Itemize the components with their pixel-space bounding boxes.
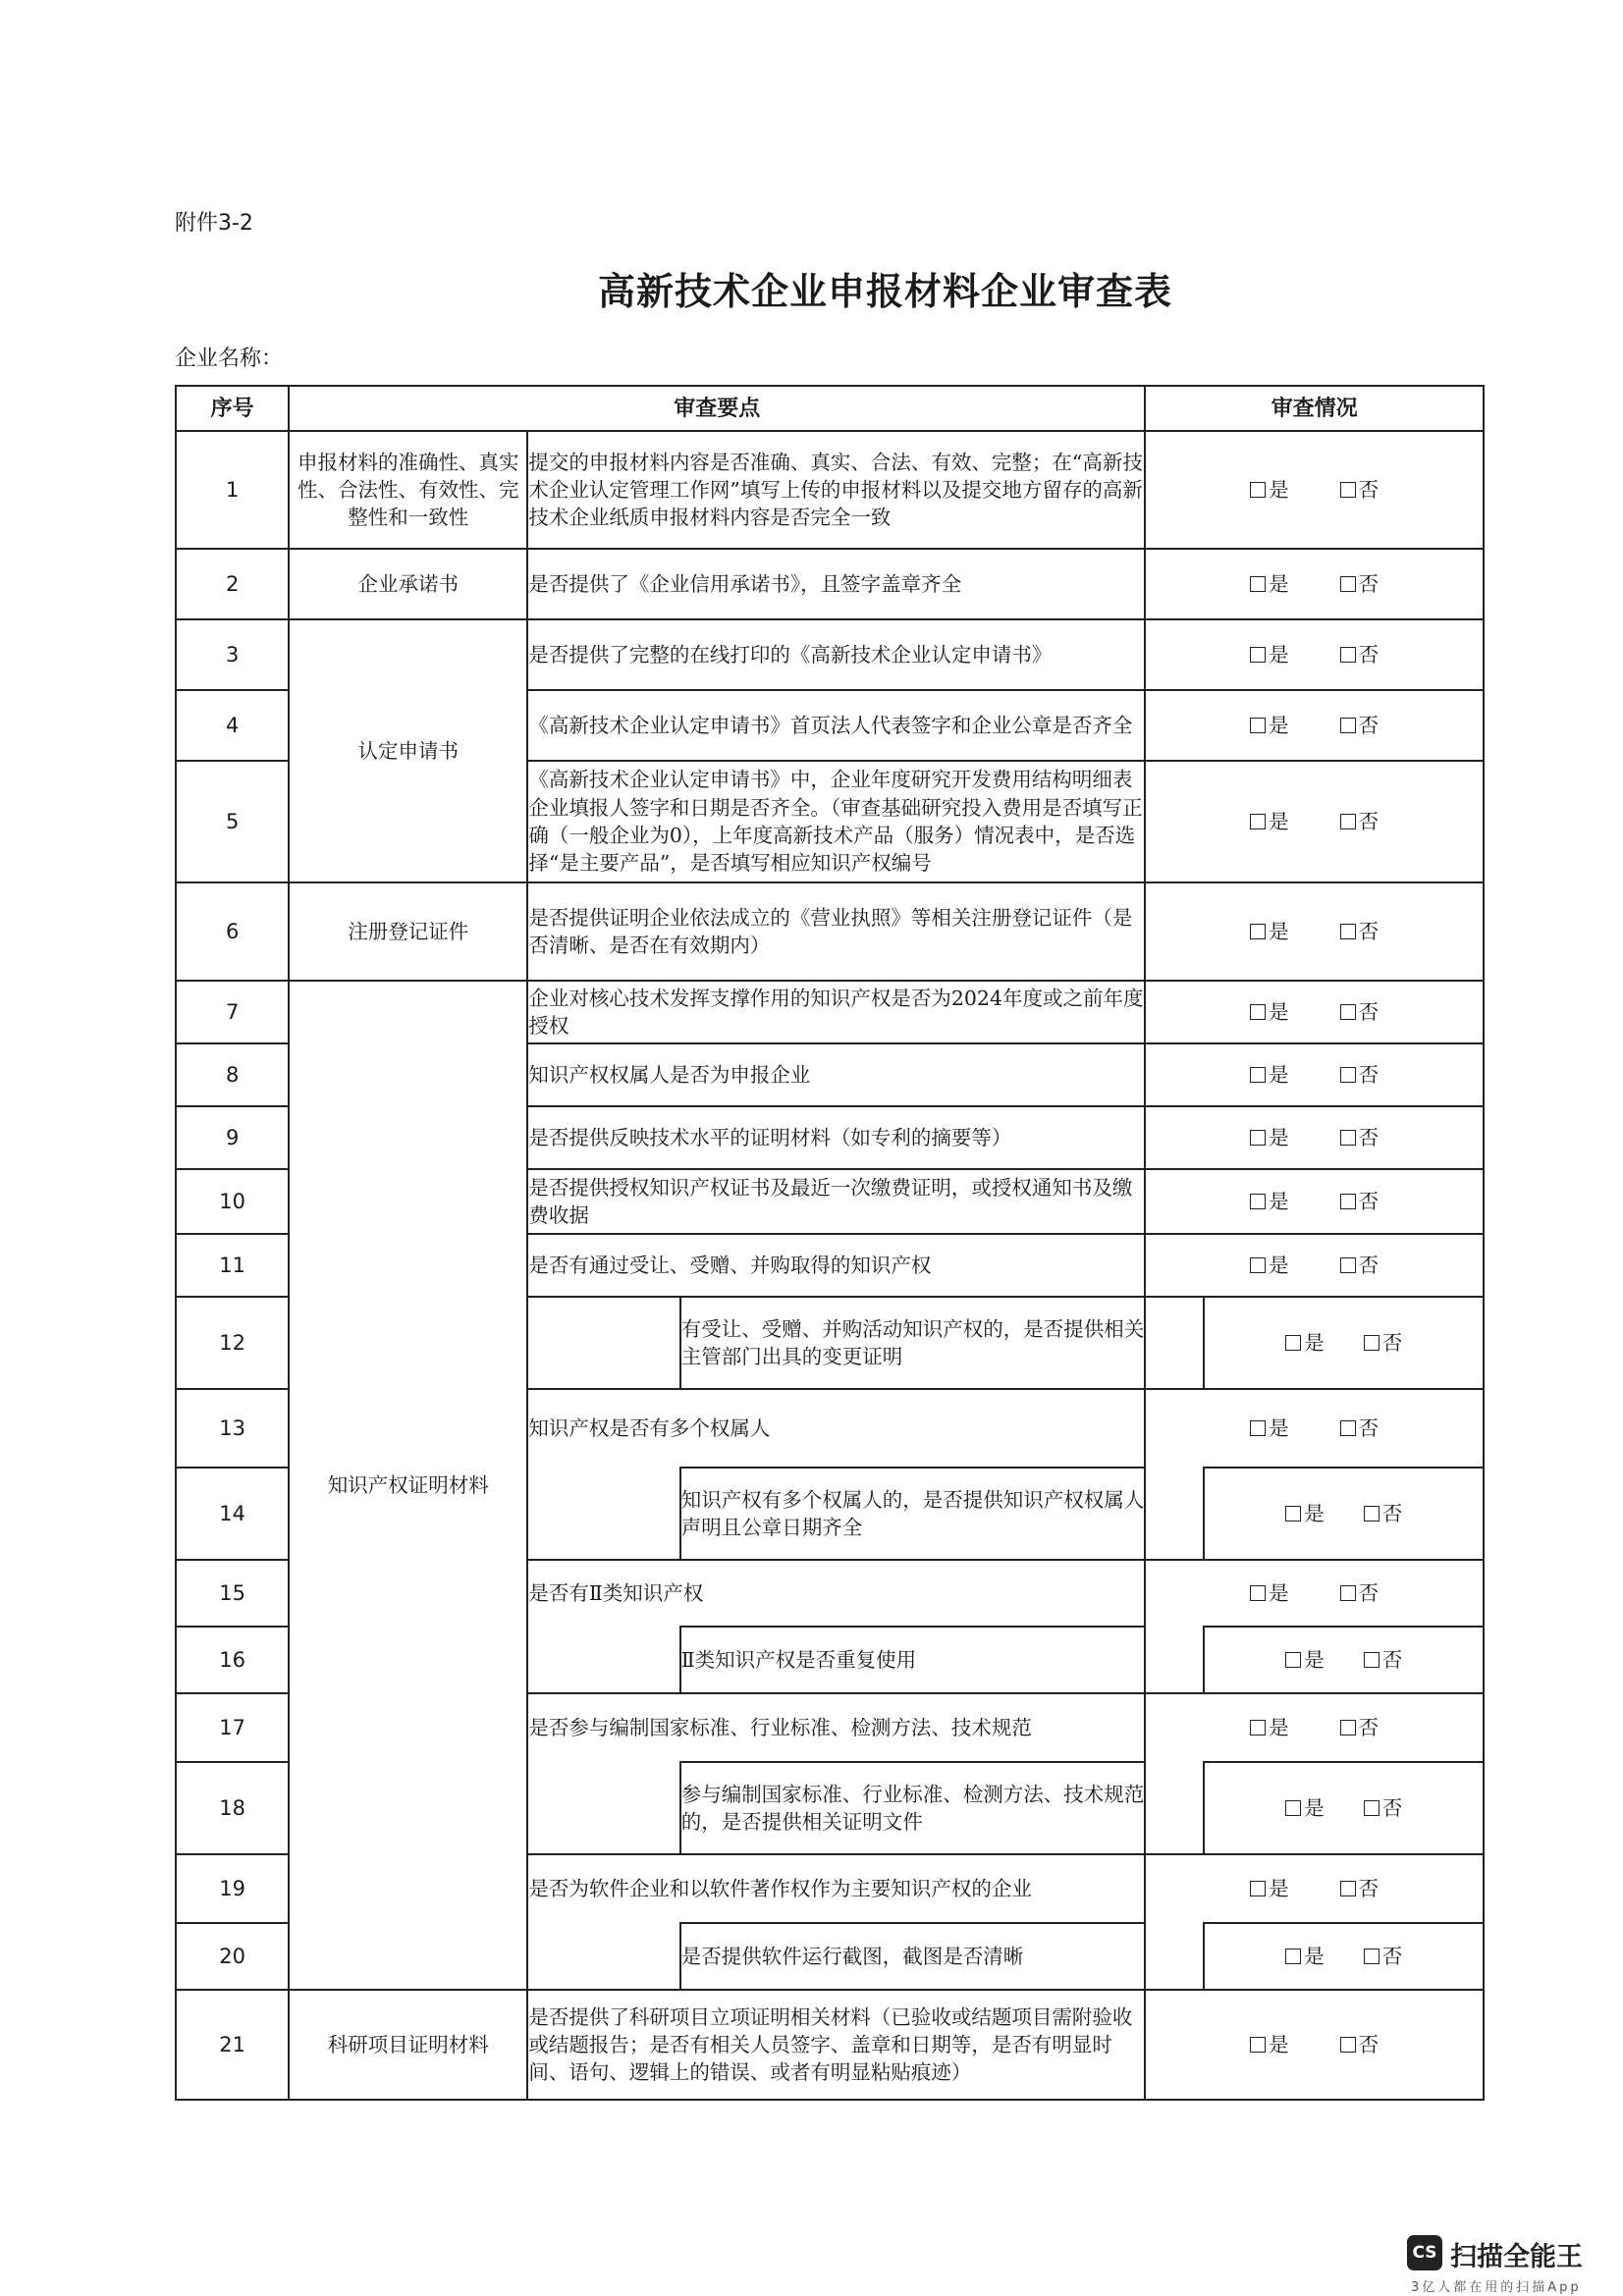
yes-checkbox[interactable]: [1250, 1881, 1266, 1896]
no-checkbox[interactable]: [1364, 1652, 1380, 1668]
review-point: 是否提供了科研项目立项证明相关材料（已验收或结题项目需附验收或结题报告；是否有相关人员签字、盖章和日期等，是否有明显时间、语句、逻辑上的错误、或者有明显粘贴痕迹）: [527, 1990, 1145, 2100]
yes-checkbox[interactable]: [1250, 924, 1266, 939]
yes-checkbox[interactable]: [1250, 1130, 1266, 1146]
page-title: 高新技术企业申报材料企业审查表: [597, 269, 1172, 313]
indent-spacer: [1145, 1762, 1204, 1854]
category-cell: 申报材料的准确性、真实性、合法性、有效性、完整性和一致性: [289, 431, 527, 549]
review-point: 是否为软件企业和以软件著作权作为主要知识产权的企业: [527, 1854, 1145, 1923]
attachment-label: 附件3-2: [175, 211, 253, 236]
check-cell: [1145, 619, 1484, 690]
table-row: [176, 619, 1484, 690]
no-option[interactable]: 否: [1340, 641, 1380, 668]
check-cell: [1145, 981, 1484, 1043]
category-cell: 知识产权证明材料: [289, 981, 527, 1990]
review-point: 是否提供了完整的在线打印的《高新技术企业认定申请书》: [527, 619, 1145, 690]
yes-checkbox[interactable]: [1250, 718, 1266, 733]
review-subpoint: 是否提供软件运行截图，截图是否清晰: [680, 1923, 1146, 1990]
no-option[interactable]: 否: [1340, 1875, 1380, 1902]
yes-checkbox[interactable]: [1250, 1585, 1266, 1601]
yes-checkbox[interactable]: [1250, 576, 1266, 592]
no-option[interactable]: 否: [1340, 476, 1380, 504]
review-point: 是否提供了《企业信用承诺书》，且签字盖章齐全: [527, 549, 1145, 619]
scanner-app-name: 扫描全能王: [1450, 2242, 1583, 2272]
yes-checkbox[interactable]: [1285, 1506, 1301, 1522]
row-number: 16: [176, 1627, 289, 1693]
no-checkbox[interactable]: [1364, 1800, 1380, 1816]
no-option[interactable]: 否: [1340, 1714, 1380, 1741]
yes-checkbox[interactable]: [1250, 482, 1266, 498]
category-cell: 科研项目证明材料: [289, 1990, 527, 2100]
check-cell: [1145, 1106, 1484, 1169]
row-number: 2: [176, 549, 289, 619]
review-point: 是否有通过受让、受赠、并购取得的知识产权: [527, 1234, 1145, 1297]
yes-checkbox[interactable]: [1285, 1800, 1301, 1816]
no-option[interactable]: 否: [1340, 570, 1380, 598]
review-point: 是否提供证明企业依法成立的《营业执照》等相关注册登记证件（是否清晰、是否在有效期内）: [527, 882, 1145, 981]
col-header-status: 审查情况: [1145, 386, 1484, 431]
yes-checkbox[interactable]: [1285, 1335, 1301, 1351]
review-subpoint: Ⅱ类知识产权是否重复使用: [680, 1627, 1146, 1693]
no-checkbox[interactable]: [1340, 1420, 1356, 1436]
no-option[interactable]: 否: [1364, 1329, 1403, 1357]
no-option[interactable]: 否: [1340, 998, 1380, 1026]
row-number: 3: [176, 619, 289, 690]
indent-spacer: [527, 1762, 679, 1854]
yes-option[interactable]: 是: [1285, 1329, 1325, 1357]
no-checkbox[interactable]: [1340, 1585, 1356, 1601]
check-cell: [1145, 1043, 1484, 1106]
row-number: 13: [176, 1389, 289, 1468]
yes-option[interactable]: 是: [1285, 1646, 1325, 1674]
no-option[interactable]: 否: [1340, 2031, 1380, 2058]
no-option[interactable]: 否: [1340, 918, 1380, 945]
review-point: 《高新技术企业认定申请书》首页法人代表签字和企业公章是否齐全: [527, 690, 1145, 761]
review-subpoint: 知识产权有多个权属人的，是否提供知识产权权属人声明且公章日期齐全: [680, 1468, 1146, 1560]
yes-option[interactable]: 是: [1250, 476, 1289, 504]
review-point: 知识产权权属人是否为申报企业: [527, 1043, 1145, 1106]
table-row: [176, 882, 1484, 981]
yes-checkbox[interactable]: [1285, 1949, 1301, 1964]
review-point: 企业对核心技术发挥支撑作用的知识产权是否为2024年度或之前年度授权: [527, 981, 1145, 1043]
no-checkbox[interactable]: [1340, 482, 1356, 498]
no-checkbox[interactable]: [1340, 1130, 1356, 1146]
yes-checkbox[interactable]: [1250, 2037, 1266, 2053]
check-cell: [1145, 1990, 1484, 2100]
indent-spacer: [527, 1468, 679, 1560]
no-checkbox[interactable]: [1340, 1004, 1356, 1020]
yes-option[interactable]: 是: [1250, 1061, 1289, 1089]
yes-option[interactable]: 是: [1285, 1500, 1325, 1527]
table-row: [176, 981, 1484, 1043]
indent-spacer: [527, 1627, 679, 1693]
check-cell: [1145, 1560, 1484, 1627]
no-checkbox[interactable]: [1340, 647, 1356, 663]
category-cell: 注册登记证件: [289, 882, 527, 981]
yes-checkbox[interactable]: [1250, 647, 1266, 663]
review-point: 是否提供授权知识产权证书及最近一次缴费证明，或授权通知书及缴费收据: [527, 1169, 1145, 1234]
check-cell: [1145, 1169, 1484, 1234]
indent-spacer: [527, 1923, 679, 1990]
row-number: 11: [176, 1234, 289, 1297]
no-checkbox[interactable]: [1340, 718, 1356, 733]
company-name-label: 企业名称：: [175, 347, 284, 371]
no-checkbox[interactable]: [1340, 814, 1356, 829]
no-option[interactable]: 否: [1364, 1646, 1403, 1674]
row-number: 18: [176, 1762, 289, 1854]
row-number: 1: [176, 431, 289, 549]
no-checkbox[interactable]: [1340, 924, 1356, 939]
no-checkbox[interactable]: [1364, 1949, 1380, 1964]
no-checkbox[interactable]: [1340, 1194, 1356, 1209]
no-checkbox[interactable]: [1340, 1067, 1356, 1083]
check-cell: [1145, 431, 1484, 549]
no-option[interactable]: 否: [1340, 1579, 1380, 1607]
yes-option[interactable]: 是: [1250, 1124, 1289, 1151]
row-number: 5: [176, 761, 289, 882]
row-number: 21: [176, 1990, 289, 2100]
check-cell: [1145, 549, 1484, 619]
row-number: 20: [176, 1923, 289, 1990]
yes-option[interactable]: 是: [1250, 1415, 1289, 1442]
table-row: [176, 549, 1484, 619]
no-option[interactable]: 否: [1340, 1061, 1380, 1089]
yes-option[interactable]: 是: [1250, 1188, 1289, 1215]
row-number: 6: [176, 882, 289, 981]
yes-checkbox[interactable]: [1250, 1420, 1266, 1436]
col-header-points: 审查要点: [289, 386, 1145, 431]
table-row: [176, 431, 1484, 549]
row-number: 7: [176, 981, 289, 1043]
check-cell: [1204, 1762, 1484, 1854]
check-cell: [1204, 1468, 1484, 1560]
indent-spacer: [1145, 1627, 1204, 1693]
review-point: 是否有Ⅱ类知识产权: [527, 1560, 1145, 1627]
check-cell: [1145, 1389, 1484, 1468]
indent-spacer: [527, 1297, 679, 1389]
no-checkbox[interactable]: [1340, 1720, 1356, 1735]
yes-checkbox[interactable]: [1250, 1004, 1266, 1020]
review-point: 是否提供反映技术水平的证明材料（如专利的摘要等）: [527, 1106, 1145, 1169]
yes-option[interactable]: 是: [1250, 1252, 1289, 1279]
yes-option[interactable]: 是: [1250, 570, 1289, 598]
yes-option[interactable]: 是: [1250, 1714, 1289, 1741]
table-header-row: [176, 386, 1484, 431]
yes-option[interactable]: 是: [1250, 918, 1289, 945]
yes-option[interactable]: 是: [1250, 712, 1289, 739]
yes-option[interactable]: 是: [1285, 1943, 1325, 1970]
yes-checkbox[interactable]: [1250, 1194, 1266, 1209]
row-number: 10: [176, 1169, 289, 1234]
yes-option[interactable]: 是: [1250, 2031, 1289, 2058]
row-number: 15: [176, 1560, 289, 1627]
no-option[interactable]: 否: [1340, 1415, 1380, 1442]
no-option[interactable]: 否: [1340, 1252, 1380, 1279]
review-subpoint: 有受让、受赠、并购活动知识产权的，是否提供相关主管部门出具的变更证明: [680, 1297, 1146, 1389]
no-option[interactable]: 否: [1364, 1794, 1403, 1822]
no-checkbox[interactable]: [1364, 1335, 1380, 1351]
no-checkbox[interactable]: [1364, 1506, 1380, 1522]
yes-option[interactable]: 是: [1250, 998, 1289, 1026]
scanner-tagline: 3亿人都在用的扫描App: [1411, 2280, 1582, 2295]
yes-checkbox[interactable]: [1250, 1720, 1266, 1735]
indent-spacer: [1145, 1468, 1204, 1560]
review-table: [175, 385, 1485, 2101]
review-point: 是否参与编制国家标准、行业标准、检测方法、技术规范: [527, 1693, 1145, 1762]
no-option[interactable]: 否: [1340, 808, 1380, 835]
row-number: 14: [176, 1468, 289, 1560]
check-cell: [1204, 1297, 1484, 1389]
yes-option[interactable]: 是: [1285, 1794, 1325, 1822]
yes-checkbox[interactable]: [1285, 1652, 1301, 1668]
yes-checkbox[interactable]: [1250, 814, 1266, 829]
review-point: 提交的申报材料内容是否准确、真实、合法、有效、完整；在“高新技术企业认定管理工作网”填写上传的申报材料以及提交地方留存的高新技术企业纸质申报材料内容是否完全一致: [527, 431, 1145, 549]
yes-checkbox[interactable]: [1250, 1067, 1266, 1083]
no-option[interactable]: 否: [1340, 1188, 1380, 1215]
check-cell: [1204, 1627, 1484, 1693]
scanner-logo-icon: CS: [1407, 2235, 1442, 2270]
col-header-number: 序号: [176, 386, 289, 431]
category-cell: 企业承诺书: [289, 549, 527, 619]
yes-option[interactable]: 是: [1250, 641, 1289, 668]
check-cell: [1145, 1234, 1484, 1297]
row-number: 17: [176, 1693, 289, 1762]
category-cell: 认定申请书: [289, 619, 527, 882]
check-cell: [1145, 761, 1484, 882]
row-number: 19: [176, 1854, 289, 1923]
no-option[interactable]: 否: [1364, 1500, 1403, 1527]
row-number: 12: [176, 1297, 289, 1389]
review-point: 《高新技术企业认定申请书》中，企业年度研究开发费用结构明细表企业填报人签字和日期是否齐全。（审查基础研究投入费用是否填写正确（一般企业为0），上年度高新技术产品（服务）情况表中，是否选择“是主要产品”，是否填写相应知识产权编号: [527, 761, 1145, 882]
yes-option[interactable]: 是: [1250, 808, 1289, 835]
no-option[interactable]: 否: [1340, 712, 1380, 739]
row-number: 9: [176, 1106, 289, 1169]
review-subpoint: 参与编制国家标准、行业标准、检测方法、技术规范的，是否提供相关证明文件: [680, 1762, 1146, 1854]
yes-option[interactable]: 是: [1250, 1579, 1289, 1607]
check-cell: [1145, 1693, 1484, 1762]
row-number: 4: [176, 690, 289, 761]
indent-spacer: [1145, 1923, 1204, 1990]
review-point: 知识产权是否有多个权属人: [527, 1389, 1145, 1468]
table-row: [176, 1990, 1484, 2100]
check-cell: [1145, 690, 1484, 761]
indent-spacer: [1145, 1297, 1204, 1389]
no-checkbox[interactable]: [1340, 1257, 1356, 1273]
no-checkbox[interactable]: [1340, 1881, 1356, 1896]
row-number: 8: [176, 1043, 289, 1106]
yes-checkbox[interactable]: [1250, 1257, 1266, 1273]
yes-option[interactable]: 是: [1250, 1875, 1289, 1902]
scanner-watermark: [1407, 2233, 1603, 2295]
check-cell: [1145, 1854, 1484, 1923]
check-cell: [1204, 1923, 1484, 1990]
no-option[interactable]: 否: [1364, 1943, 1403, 1970]
no-checkbox[interactable]: [1340, 2037, 1356, 2053]
no-checkbox[interactable]: [1340, 576, 1356, 592]
check-cell: [1145, 882, 1484, 981]
no-option[interactable]: 否: [1340, 1124, 1380, 1151]
